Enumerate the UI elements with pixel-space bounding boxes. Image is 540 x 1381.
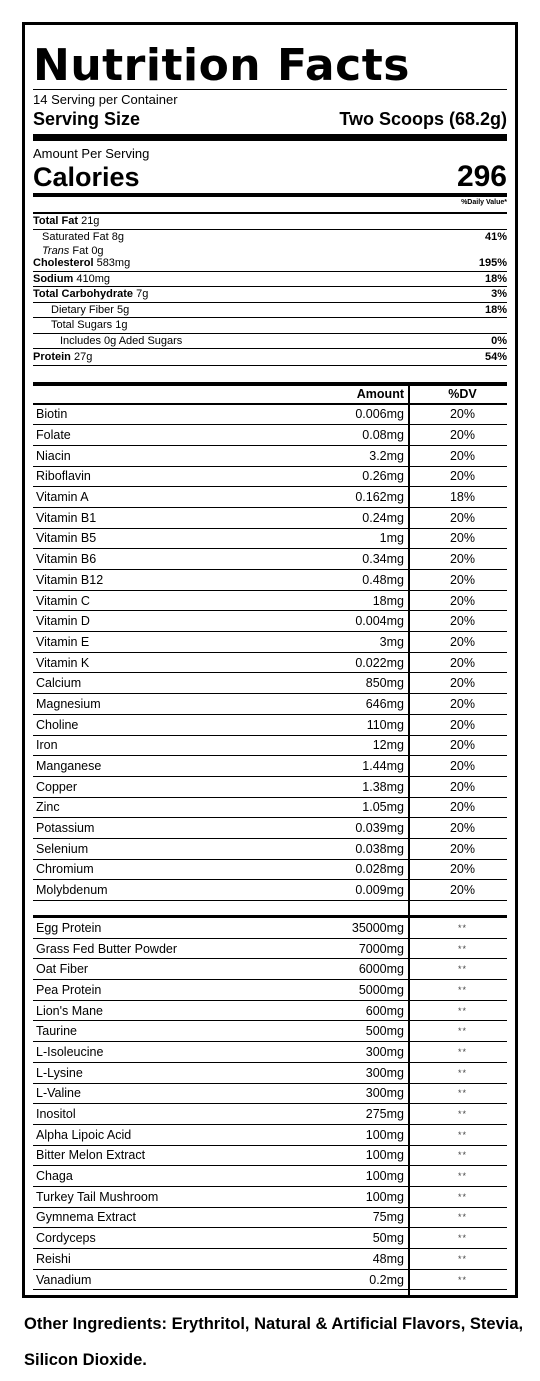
vitamin-row bbox=[33, 467, 507, 488]
row-amount: 0.48mg bbox=[362, 572, 404, 587]
blend-row bbox=[33, 1166, 507, 1187]
nutrient-dv: 3% bbox=[491, 288, 507, 301]
row-name: Vitamin K bbox=[36, 655, 90, 670]
row-amount: 275mg bbox=[365, 1107, 404, 1122]
row-amount: 0.038mg bbox=[355, 841, 404, 856]
row-dv: ** bbox=[457, 1005, 467, 1016]
row-name: Chromium bbox=[36, 862, 94, 877]
row-dv: 20% bbox=[449, 448, 476, 463]
row-amount: 0.162mg bbox=[355, 490, 404, 505]
row-dv: 20% bbox=[449, 614, 476, 629]
row-name: Turkey Tail Mushroom bbox=[36, 1189, 159, 1204]
table-header bbox=[33, 386, 507, 405]
row-amount: 18mg bbox=[372, 593, 404, 608]
blend-row bbox=[33, 1084, 507, 1105]
row-name: Pea Protein bbox=[36, 982, 102, 997]
row-amount: 646mg bbox=[365, 696, 404, 711]
calories-value: 296 bbox=[456, 160, 507, 193]
row-name: Gymnema Extract bbox=[36, 1210, 137, 1225]
row-name: Vitamin C bbox=[36, 593, 90, 608]
vitamins-table bbox=[33, 382, 507, 1299]
row-name: Vitamin B1 bbox=[36, 510, 97, 525]
row-amount: 100mg bbox=[365, 1169, 404, 1184]
nutrient-label: Total Fat 21g bbox=[33, 215, 100, 228]
row-dv: 20% bbox=[449, 593, 476, 608]
row-amount: 0.028mg bbox=[355, 862, 404, 877]
vitamin-row bbox=[33, 529, 507, 550]
row-dv: ** bbox=[457, 1253, 467, 1264]
nutrient-label: Total Carbohydrate 7g bbox=[33, 288, 149, 301]
amount-per-serving: Amount Per Serving bbox=[33, 146, 150, 161]
row-dv: 20% bbox=[449, 510, 476, 525]
row-dv: 20% bbox=[449, 738, 476, 753]
row-amount: 35000mg bbox=[351, 920, 404, 935]
row-name: Selenium bbox=[36, 841, 89, 856]
row-dv: 20% bbox=[449, 696, 476, 711]
blend-row bbox=[33, 980, 507, 1001]
row-dv: 20% bbox=[449, 800, 476, 815]
nutrient-label: Saturated Fat 8g bbox=[42, 231, 124, 244]
row-dv: 20% bbox=[449, 676, 476, 691]
vitamin-row bbox=[33, 673, 507, 694]
row-dv: ** bbox=[457, 964, 467, 975]
row-name: Biotin bbox=[36, 407, 68, 422]
row-dv: 20% bbox=[449, 821, 476, 836]
row-dv: ** bbox=[457, 1129, 467, 1140]
nutrient-label: Cholesterol 583mg bbox=[33, 257, 131, 270]
row-name: Egg Protein bbox=[36, 920, 102, 935]
row-amount: 0.004mg bbox=[355, 614, 404, 629]
row-amount: 600mg bbox=[365, 1003, 404, 1018]
row-name: Vitamin D bbox=[36, 614, 90, 629]
calories-label: Calories bbox=[33, 162, 140, 192]
row-name: Vanadium bbox=[36, 1272, 92, 1287]
row-amount: 100mg bbox=[365, 1189, 404, 1204]
vitamin-row bbox=[33, 860, 507, 881]
row-name: Vitamin B5 bbox=[36, 531, 97, 546]
row-amount: 3.2mg bbox=[369, 448, 404, 463]
row-amount: 300mg bbox=[365, 1044, 404, 1059]
nutrient-label: Protein 27g bbox=[33, 350, 93, 363]
row-dv: ** bbox=[457, 1212, 467, 1223]
blend-row bbox=[33, 1021, 507, 1042]
row-amount: 0.022mg bbox=[355, 655, 404, 670]
row-name: L-Isoleucine bbox=[36, 1044, 104, 1059]
amount-header: Amount bbox=[356, 387, 404, 401]
row-dv: ** bbox=[457, 1171, 467, 1182]
nutrient-row bbox=[33, 287, 507, 303]
nutrient-dv: 54% bbox=[484, 350, 507, 363]
row-amount: 1.38mg bbox=[362, 779, 404, 794]
row-name: Niacin bbox=[36, 448, 71, 463]
row-amount: 0.08mg bbox=[362, 428, 404, 443]
vitamin-row bbox=[33, 798, 507, 819]
vitamin-row bbox=[33, 756, 507, 777]
vitamin-row bbox=[33, 839, 507, 860]
row-amount: 300mg bbox=[365, 1065, 404, 1080]
row-dv: ** bbox=[457, 1026, 467, 1037]
blend-row bbox=[33, 1228, 507, 1249]
row-amount: 6000mg bbox=[358, 962, 404, 977]
nutrient-label: Includes 0g Aded Sugars bbox=[60, 334, 183, 347]
row-dv: ** bbox=[457, 943, 467, 954]
nutrient-dv: 18% bbox=[484, 303, 507, 316]
divider bbox=[33, 365, 507, 366]
serving-size-value: Two Scoops (68.2g) bbox=[339, 109, 507, 129]
nutrient-row bbox=[33, 214, 507, 230]
row-amount: 48mg bbox=[372, 1251, 404, 1266]
vitamin-row bbox=[33, 549, 507, 570]
row-dv: ** bbox=[457, 1088, 467, 1099]
nutrient-row bbox=[33, 256, 507, 272]
servings-per-container: 14 Serving per Container bbox=[33, 92, 178, 107]
row-dv: 20% bbox=[449, 572, 476, 587]
row-amount: 1.44mg bbox=[362, 759, 404, 774]
row-dv: 20% bbox=[449, 717, 476, 732]
row-name: Inositol bbox=[36, 1107, 76, 1122]
row-name: Vitamin B12 bbox=[36, 572, 104, 587]
blend-row bbox=[33, 1001, 507, 1022]
nutrient-dv: 41% bbox=[484, 231, 507, 244]
blend-row bbox=[33, 1146, 507, 1167]
row-dv: ** bbox=[457, 1233, 467, 1244]
row-dv: ** bbox=[457, 1274, 467, 1285]
row-dv: 20% bbox=[449, 531, 476, 546]
row-dv: 20% bbox=[449, 862, 476, 877]
blend-row bbox=[33, 1270, 507, 1291]
row-amount: 12mg bbox=[372, 738, 404, 753]
row-amount: 110mg bbox=[366, 717, 404, 732]
row-dv: 18% bbox=[449, 490, 476, 505]
blend-row bbox=[33, 959, 507, 980]
vitamin-row bbox=[33, 777, 507, 798]
row-dv: ** bbox=[457, 1191, 467, 1202]
nutrient-dv: 18% bbox=[484, 272, 507, 285]
row-amount: 0.34mg bbox=[362, 552, 404, 567]
row-name: Vitamin E bbox=[36, 634, 90, 649]
vitamin-row bbox=[33, 632, 507, 653]
row-amount: 0.2mg bbox=[369, 1272, 404, 1287]
blend-row bbox=[33, 1104, 507, 1125]
daily-value-header: %Daily Value* bbox=[461, 199, 507, 206]
row-amount: 3mg bbox=[379, 634, 404, 649]
row-dv: ** bbox=[457, 984, 467, 995]
nutrient-row bbox=[33, 318, 507, 334]
section-divider bbox=[33, 901, 507, 918]
blend-row bbox=[33, 1125, 507, 1146]
row-name: Magnesium bbox=[36, 696, 101, 711]
row-amount: 300mg bbox=[365, 1086, 404, 1101]
row-name: Reishi bbox=[36, 1251, 71, 1266]
nutrient-dv: 0% bbox=[491, 334, 507, 347]
blend-row bbox=[33, 1042, 507, 1063]
other-ingredients: Other Ingredients: Erythritol, Natural & Artificial Flavors, Stevia, Silicon Dioxide. bbox=[24, 1315, 524, 1369]
nutrient-row bbox=[33, 303, 507, 319]
row-name: Calcium bbox=[36, 676, 82, 691]
row-name: L-Lysine bbox=[36, 1065, 83, 1080]
nutrient-row bbox=[33, 272, 507, 288]
vitamin-row bbox=[33, 591, 507, 612]
serving-size-label: Serving Size bbox=[33, 109, 141, 129]
vitamin-row bbox=[33, 818, 507, 839]
row-amount: 850mg bbox=[365, 676, 404, 691]
serving-size-row bbox=[33, 107, 507, 131]
nutrient-row bbox=[33, 334, 507, 350]
row-amount: 1mg bbox=[379, 531, 404, 546]
row-dv: 20% bbox=[449, 634, 476, 649]
row-amount: 0.26mg bbox=[362, 469, 404, 484]
vitamin-row bbox=[33, 880, 507, 901]
nutrient-row bbox=[33, 349, 507, 365]
column-divider bbox=[408, 382, 410, 1299]
nutrition-facts-panel bbox=[22, 22, 518, 1298]
row-dv: ** bbox=[457, 922, 467, 933]
row-dv: 20% bbox=[449, 407, 476, 422]
blend-rows bbox=[33, 918, 507, 1290]
row-name: Choline bbox=[36, 717, 79, 732]
row-name: Copper bbox=[36, 779, 77, 794]
vitamin-row bbox=[33, 715, 507, 736]
row-amount: 500mg bbox=[365, 1024, 404, 1039]
thick-divider bbox=[33, 134, 507, 141]
vitamin-row bbox=[33, 653, 507, 674]
row-name: Vitamin B6 bbox=[36, 552, 97, 567]
row-name: L-Valine bbox=[36, 1086, 81, 1101]
panel-title: Nutrition Facts bbox=[33, 40, 410, 91]
row-dv: 20% bbox=[449, 841, 476, 856]
row-dv: 20% bbox=[449, 469, 476, 484]
vitamin-rows bbox=[33, 405, 507, 902]
row-amount: 0.039mg bbox=[355, 821, 404, 836]
row-name: Chaga bbox=[36, 1169, 73, 1184]
nutrient-label: Sodium 410mg bbox=[33, 272, 111, 285]
vitamin-row bbox=[33, 508, 507, 529]
row-name: Cordyceps bbox=[36, 1231, 96, 1246]
row-dv: 20% bbox=[449, 655, 476, 670]
row-name: Bitter Melon Extract bbox=[36, 1148, 146, 1163]
dv-header: %DV bbox=[448, 387, 477, 401]
row-name: Alpha Lipoic Acid bbox=[36, 1127, 132, 1142]
row-name: Lion's Mane bbox=[36, 1003, 104, 1018]
vitamin-row bbox=[33, 611, 507, 632]
row-name: Vitamin A bbox=[36, 490, 89, 505]
calories-row bbox=[33, 161, 507, 193]
nutrient-row bbox=[33, 245, 507, 256]
vitamin-row bbox=[33, 446, 507, 467]
vitamin-row bbox=[33, 425, 507, 446]
row-dv: 20% bbox=[449, 428, 476, 443]
row-amount: 0.009mg bbox=[355, 883, 404, 898]
row-name: Riboflavin bbox=[36, 469, 91, 484]
vitamin-row bbox=[33, 487, 507, 508]
row-amount: 50mg bbox=[372, 1231, 404, 1246]
nutrient-label: Dietary Fiber 5g bbox=[51, 303, 130, 316]
row-dv: ** bbox=[457, 1067, 467, 1078]
nutrients-list bbox=[33, 214, 507, 365]
blend-row bbox=[33, 918, 507, 939]
vitamin-row bbox=[33, 570, 507, 591]
row-amount: 100mg bbox=[365, 1148, 404, 1163]
blend-row bbox=[33, 1063, 507, 1084]
row-name: Grass Fed Butter Powder bbox=[36, 941, 178, 956]
blend-row bbox=[33, 1208, 507, 1229]
row-amount: 7000mg bbox=[358, 941, 404, 956]
blend-row bbox=[33, 939, 507, 960]
nutrient-row bbox=[33, 230, 507, 246]
nutrient-label: Trans Fat 0g bbox=[42, 244, 104, 257]
row-name: Oat Fiber bbox=[36, 962, 89, 977]
row-name: Potassium bbox=[36, 821, 95, 836]
row-dv: 20% bbox=[449, 779, 476, 794]
row-dv: ** bbox=[457, 1150, 467, 1161]
vitamin-row bbox=[33, 405, 507, 426]
row-name: Folate bbox=[36, 428, 71, 443]
nutrient-label: Total Sugars 1g bbox=[51, 319, 128, 332]
row-amount: 5000mg bbox=[358, 982, 404, 997]
row-name: Taurine bbox=[36, 1024, 77, 1039]
blend-row bbox=[33, 1187, 507, 1208]
vitamin-row bbox=[33, 694, 507, 715]
row-name: Zinc bbox=[36, 800, 60, 815]
row-name: Iron bbox=[36, 738, 58, 753]
row-dv: 20% bbox=[449, 759, 476, 774]
row-amount: 1.05mg bbox=[362, 800, 404, 815]
row-amount: 0.006mg bbox=[355, 407, 404, 422]
row-amount: 75mg bbox=[372, 1210, 404, 1225]
row-name: Manganese bbox=[36, 759, 102, 774]
row-dv: 20% bbox=[449, 883, 476, 898]
row-amount: 100mg bbox=[365, 1127, 404, 1142]
row-dv: ** bbox=[457, 1046, 467, 1057]
row-dv: ** bbox=[457, 1109, 467, 1120]
row-name: Molybdenum bbox=[36, 883, 108, 898]
vitamin-row bbox=[33, 736, 507, 757]
blend-row bbox=[33, 1249, 507, 1270]
nutrient-dv: 195% bbox=[478, 257, 507, 270]
row-amount: 0.24mg bbox=[362, 510, 404, 525]
row-dv: 20% bbox=[449, 552, 476, 567]
